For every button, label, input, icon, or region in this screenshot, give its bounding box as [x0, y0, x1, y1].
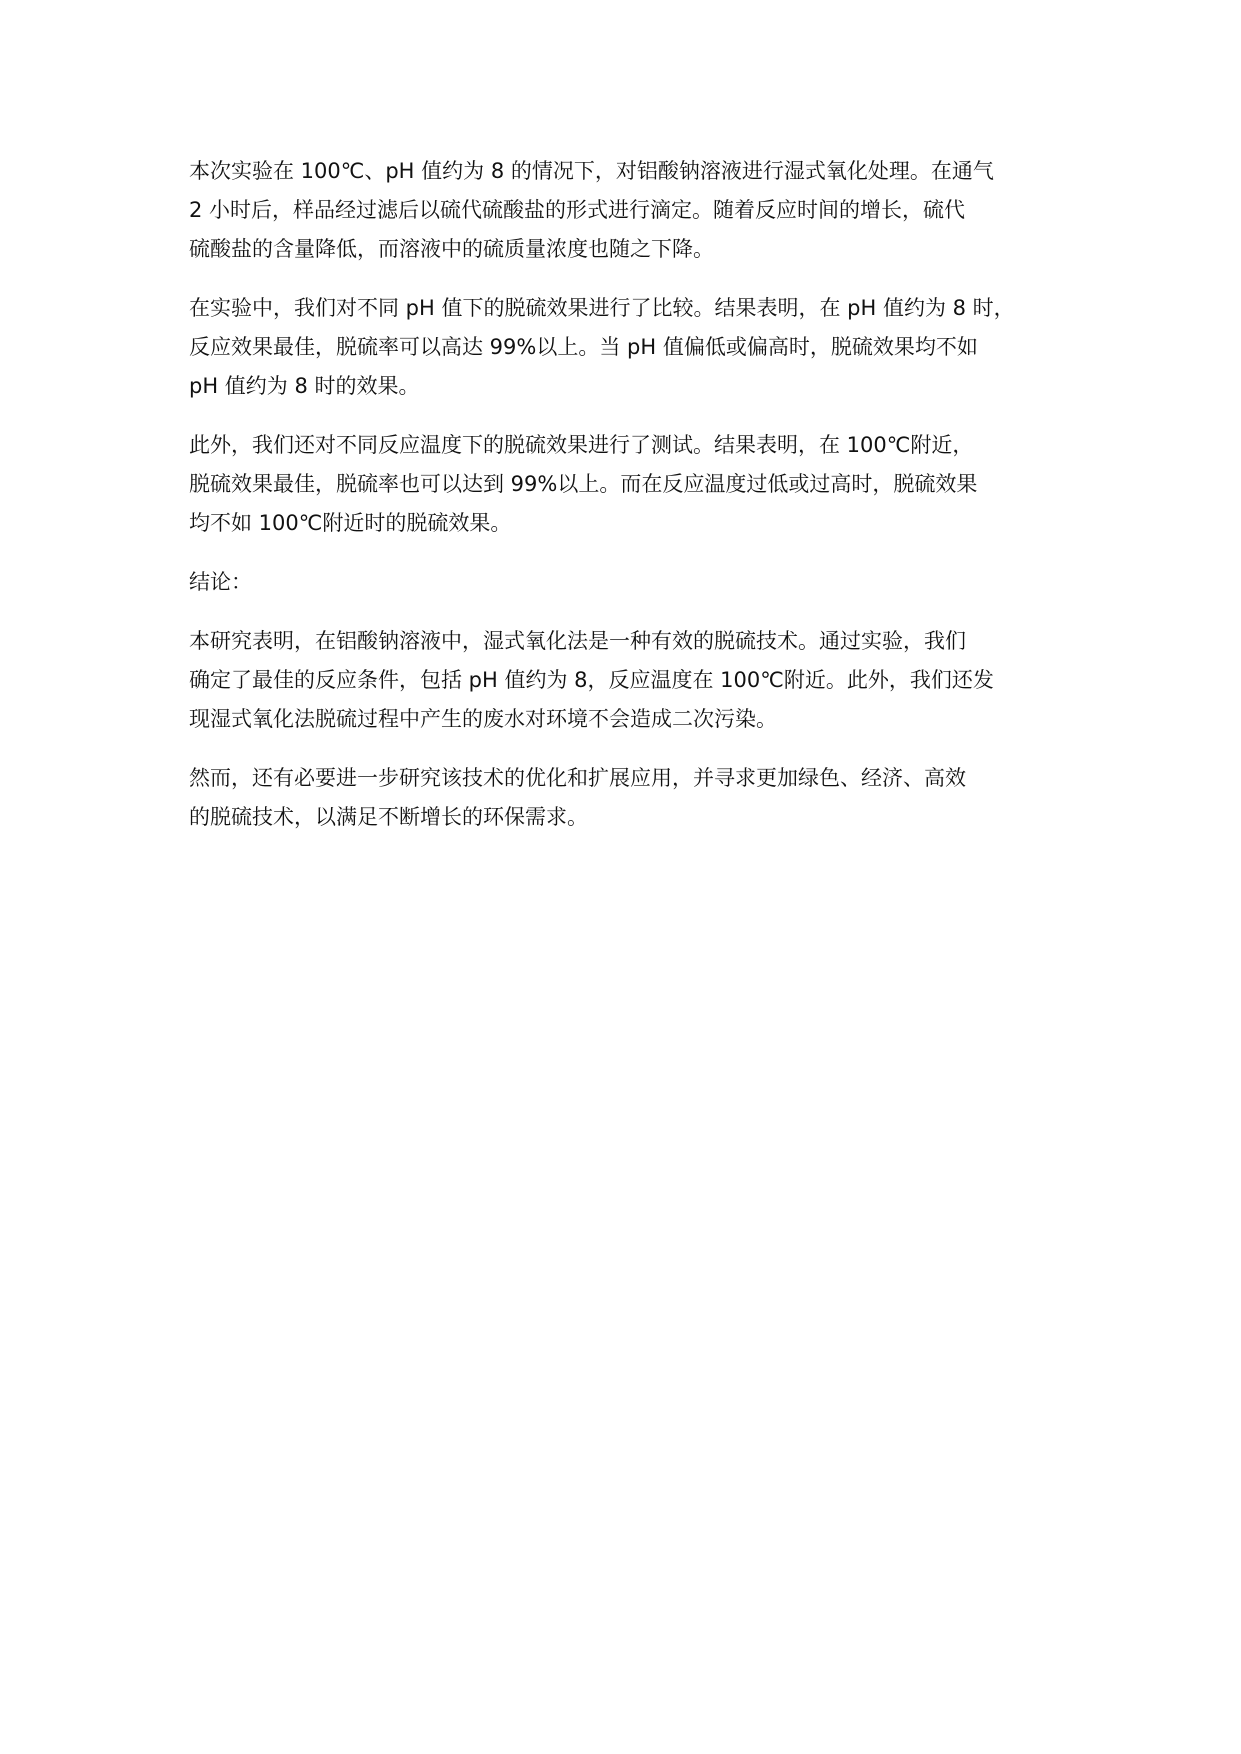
- text-line: 2 小时后，样品经过滤后以硫代硫酸盐的形式进行滴定。随着反应时间的增长，硫代: [189, 198, 966, 222]
- text-line: 然而，还有必要进一步研究该技术的优化和扩展应用，并寻求更加绿色、经济、高效: [189, 766, 966, 790]
- text-line: 反应效果最佳，脱硫率可以高达 99%以上。当 pH 值偏低或偏高时，脱硫效果均不如: [189, 335, 978, 359]
- paragraph-experiment-conditions: [189, 152, 1084, 269]
- text-line: 硫酸盐的含量降低，而溶液中的硫质量浓度也随之下降。: [189, 237, 714, 261]
- text-line: 现湿式氧化法脱硫过程中产生的废水对环境不会造成二次污染。: [189, 707, 777, 731]
- text-line: 此外，我们还对不同反应温度下的脱硫效果进行了测试。结果表明，在 100℃附近，: [189, 433, 974, 457]
- paragraph-conclusion: [189, 622, 1084, 739]
- text-line: 脱硫效果最佳，脱硫率也可以达到 99%以上。而在反应温度过低或过高时，脱硫效果: [189, 472, 978, 496]
- paragraph-ph-comparison: [189, 289, 1084, 406]
- document-body: [189, 152, 1084, 857]
- text-line: pH 值约为 8 时的效果。: [189, 374, 420, 398]
- text-line: 均不如 100℃附近时的脱硫效果。: [189, 511, 512, 535]
- paragraph-temperature-test: [189, 426, 1084, 543]
- text-line: 确定了最佳的反应条件，包括 pH 值约为 8，反应温度在 100℃附近。此外，我们还发: [189, 668, 994, 692]
- text-line: 结论：: [189, 570, 252, 594]
- text-line: 本研究表明，在铝酸钠溶液中，湿式氧化法是一种有效的脱硫技术。通过实验，我们: [189, 629, 966, 653]
- text-line: 在实验中，我们对不同 pH 值下的脱硫效果进行了比较。结果表明，在 pH 值约为 8 时，: [189, 296, 1015, 320]
- text-line: 的脱硫技术，以满足不断增长的环保需求。: [189, 805, 588, 829]
- conclusion-heading: [189, 563, 1084, 602]
- text-line: 本次实验在 100℃、pH 值约为 8 的情况下，对铝酸钠溶液进行湿式氧化处理。在通气: [189, 159, 994, 183]
- paragraph-future-work: [189, 759, 1084, 837]
